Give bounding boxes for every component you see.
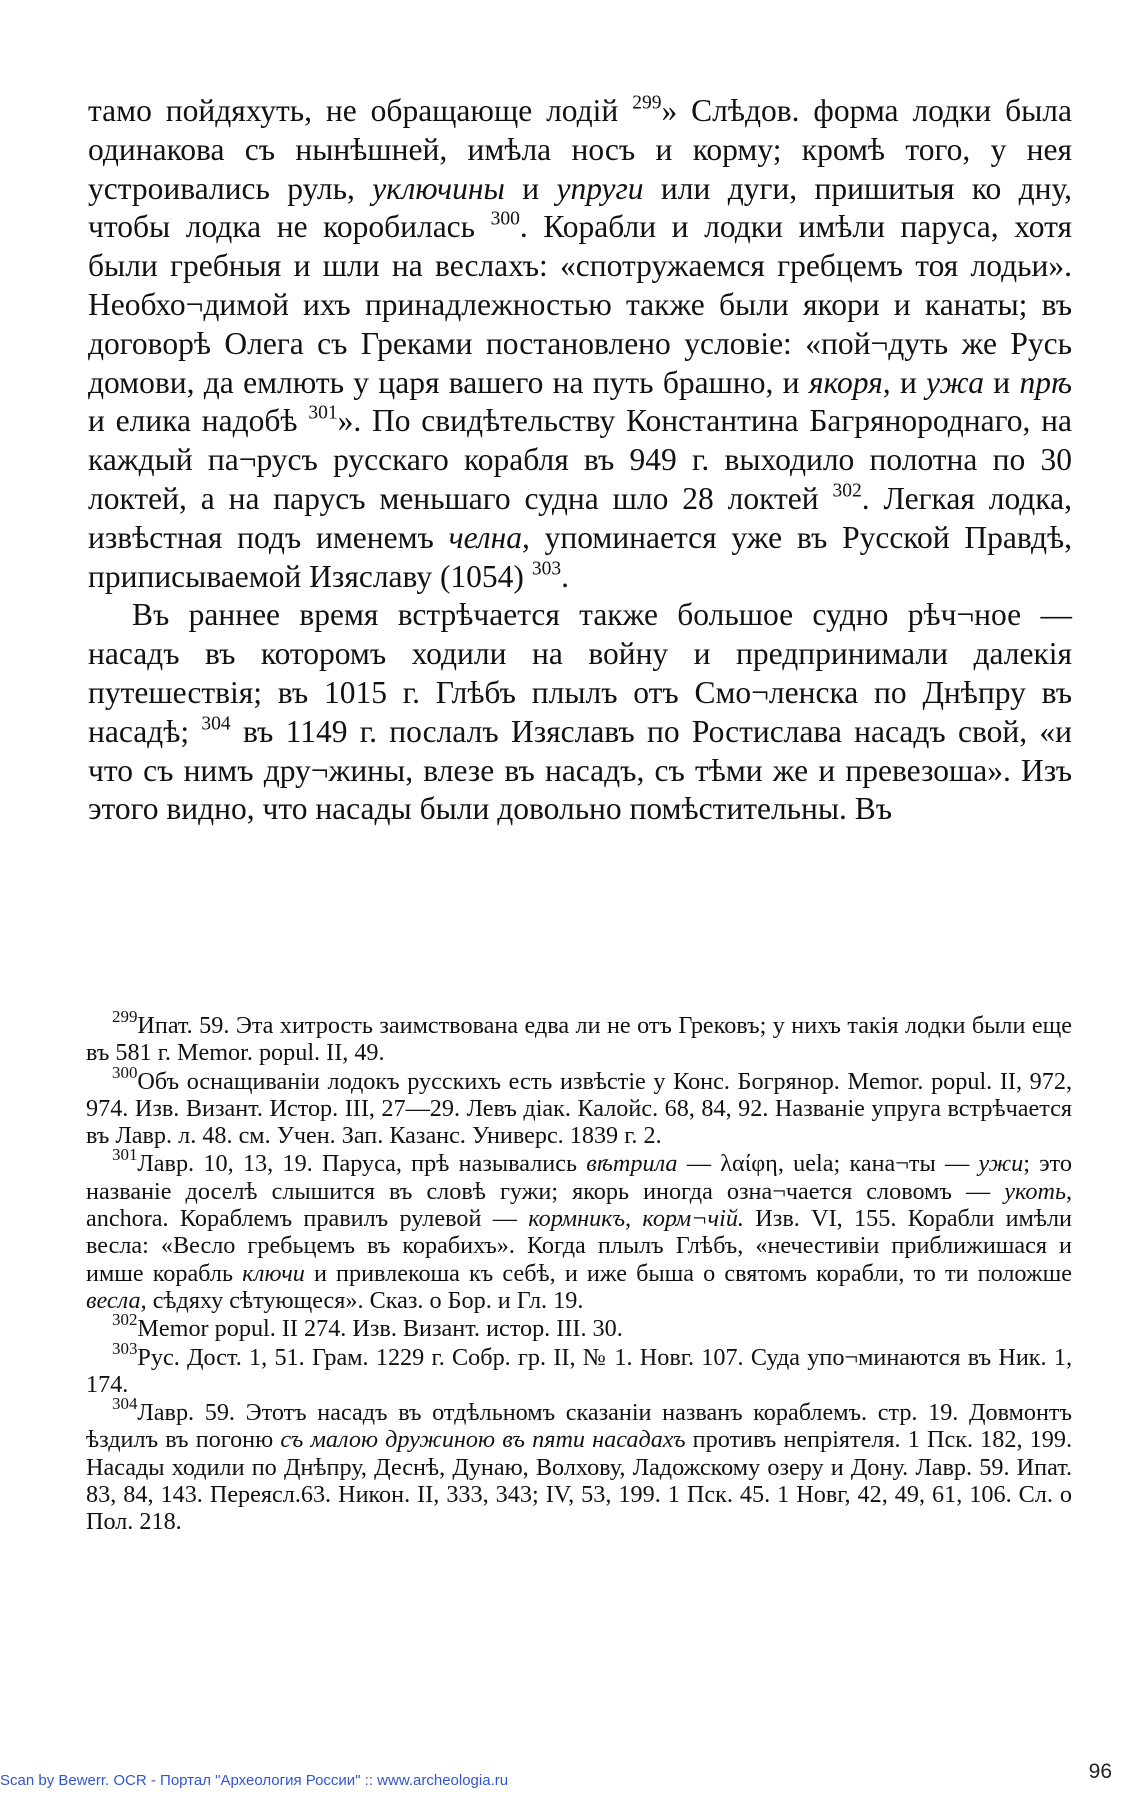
paragraph-1: тамо пойдяхуть, не обращающе лодій $^{299}$» Слѣдов. форма лодки была одинакова съ нынѣшней, имѣла носъ и корму; кромѣ того, у нея устроивались руль, уключины и упруги или дуги, пришитыя ко дну, чтобы лодка не коробилась $^{300}$. Корабли и лодки имѣли паруса, хотя были гребныя и шли на веслахъ: «спотружаемся гребцемъ тоя лодьи». Необхо¬димой ихъ принадлежностью также были якори и канаты; въ договорѣ Олега съ Греками постановлено условіе: «пой¬дуть же Русь домови, да емлють у царя вашего на путь брашно, и якоря, и ужа и прѣ и елика надобѣ $^{301}$». По свидѣтельству Константина Багрянороднаго, на каждый па¬русъ русскаго корабля въ 949 г. выходило полотна по 30 локтей, а на парусъ меньшаго судна шло 28 локтей $^{302}$. Легкая лодка, извѣстная подъ именемъ челна, упоминается уже въ Русской Правдѣ, приписываемой Изяславу (1054) $^{303}$. [88, 92, 1073, 594]
paragraph-2: Въ раннее время встрѣчается также большое судно рѣч¬ное — насадъ въ которомъ ходили на войну и предпринимали далекія путешествія; въ 1015 г. Глѣбъ плылъ отъ Смо¬ленска по Днѣпру въ насадѣ; $^{304}$ въ 1149 г. послалъ Изяславъ по Ростислава насадъ свой, «и что съ нимъ дру¬жины, влезе въ насадъ, съ тѣми же и превезоша». Изъ этого видно, что насады были довольно помѣстительны. Въ [88, 597, 1072, 827]
footnote-ref-299[interactable]: 299 [632, 92, 662, 114]
footnote-304: $^{304}$Лавр. 59. Этотъ насадъ въ отдѣльномъ сказаніи названъ кораблемъ. стр. 19. Довмонтъ ѣздилъ въ погоню съ малою дружиною въ пяти насадахъ противъ непріятеля. 1 Пск. 182, 199. Насады ходили по Днѣпру, Деснѣ, Дунаю, Волхову, Ладожскому озеру и Дону. Лавр. 59. Ипат. 83, 84, 143. Переясл.63. Никон. II, 333, 343; IV, 53, 199. 1 Пск. 45. 1 Новг, 42, 49, 61, 106. Сл. о Пол. 218. [86, 1394, 1072, 1536]
footnote-ref-300[interactable]: 300 [490, 208, 520, 230]
footnote-ref-303[interactable]: 303 [531, 557, 562, 579]
page-number: 96 [1088, 1760, 1112, 1783]
footnote-302: $^{302}$Memor popul. II 274. Изв. Визант. истор. III. 30. [112, 1310, 623, 1343]
footnote-303: $^{303}$Рус. Дост. 1, 51. Грам. 1229 г. Собр. гр. II, № 1. Новг. 107. Суда упо¬минаются въ Ник. 1, 174. [86, 1338, 1072, 1398]
footnote-299: $^{299}$Ипат. 59. Эта хитрость заимствована едва ли не отъ Грековъ; у нихъ такія лодки были еще въ 581 г. Memor. popul. II, 49. [86, 1007, 1072, 1067]
footnote-ref-302[interactable]: 302 [832, 480, 862, 502]
footnote-ref-301[interactable]: 301 [308, 402, 338, 424]
footnote-300: $^{300}$Объ оснащиваніи лодокъ русскихъ есть извѣстіе у Конс. Богрянор. Memor. popul. II, 972, 974. Изв. Визант. Истор. III, 27—29. Левъ діак. Калойс. 68, 84, 92. Названіе упруга встрѣчается въ Лавр. л. 48. см. Учен. Зап. Казанс. Универс. 1839 г. 2. [86, 1062, 1072, 1150]
footnote-301: $^{301}$Лавр. 10, 13, 19. Паруса, прѣ назывались вѣтрила — λαίφη, uela; кана¬ты — ужи; это названіе доселѣ слышится въ словѣ гужи; якорь иногда озна¬чается словомъ — укоть, anchora. Кораблемъ правилъ рулевой — кормникъ, корм¬чій. Изв. VI, 155. Корабли имѣли весла: «Весло гребьцемъ въ корабихъ». Когда плылъ Глѣбъ, «нечестивіи приближишася и имше корабль ключи и привлекоша къ себѣ, и иже быша о святомъ корабли, то ти положше весла, сѣдяху сѣтующеся». Сказ. о Бор. и Гл. 19. [86, 1145, 1073, 1314]
scan-credit-link[interactable]: Scan by Bewerr. OCR - Портал "Археология России" :: www.archeologia.ru [0, 1772, 509, 1789]
main-text [88, 92, 1072, 829]
footnote-ref-304[interactable]: 304 [201, 713, 231, 735]
footnotes [86, 1007, 1073, 1537]
